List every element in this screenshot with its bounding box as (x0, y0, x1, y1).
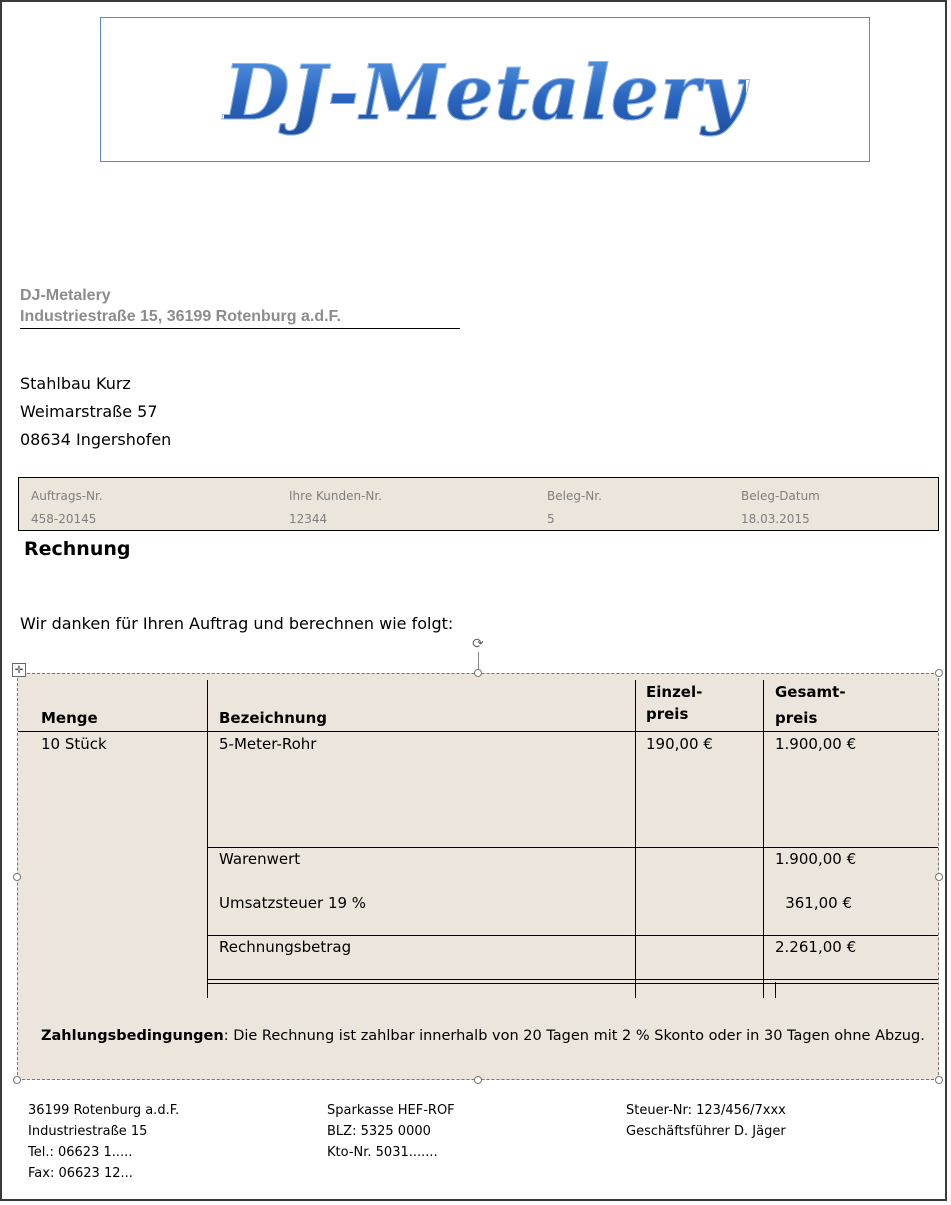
info-kunden-nr (289, 485, 382, 531)
warenwert-label: Warenwert (219, 850, 301, 868)
sender-name: DJ-Metalery (20, 287, 111, 304)
footer-line: Steuer-Nr: 123/456/7xxx (626, 1103, 786, 1118)
info-label: Beleg-Nr. (547, 489, 602, 503)
intro-text: Wir danken für Ihren Auftrag und berechnen wie folgt: (20, 614, 454, 633)
resize-handle-bottom-left[interactable] (13, 1076, 21, 1084)
info-box (18, 477, 939, 531)
row-rule (207, 847, 938, 848)
total-rule-bottom (207, 983, 938, 984)
document-title: Rechnung (24, 538, 131, 560)
footer-address (28, 1100, 179, 1184)
footer-line: Fax: 06623 12... (28, 1166, 133, 1181)
item-einzelpreis: 190,00 € (646, 735, 713, 753)
footer-line: BLZ: 5325 0000 (327, 1124, 431, 1139)
recipient-line-2: Weimarstraße 57 (20, 402, 158, 421)
sender-underline (20, 328, 460, 329)
sender-block (20, 285, 341, 327)
logo-textbox[interactable] (100, 17, 870, 162)
row-rule (207, 935, 938, 936)
logo-wordart: DJ-Metalery (223, 48, 747, 137)
footer-line: Geschäftsführer D. Jäger (626, 1124, 786, 1139)
info-beleg-nr (547, 485, 602, 531)
invoice-table-frame[interactable] (17, 673, 939, 1080)
text-cursor (775, 982, 776, 998)
footer-tax (626, 1100, 786, 1142)
resize-handle-top[interactable] (474, 669, 482, 677)
ust-label: Umsatzsteuer 19 % (219, 894, 367, 912)
footer-line: Sparkasse HEF-ROF (327, 1103, 455, 1118)
payment-terms-label: Zahlungsbedingungen (41, 1028, 224, 1044)
recipient-line-3: 08634 Ingershofen (20, 430, 172, 449)
header-einzelpreis-2: preis (646, 705, 689, 723)
resize-handle-bottom[interactable] (474, 1076, 482, 1084)
grid-line (207, 680, 208, 998)
item-gesamtpreis: 1.900,00 € (775, 735, 857, 753)
grid-line (635, 680, 636, 998)
recipient-line-1: Stahlbau Kurz (20, 374, 131, 393)
info-label: Auftrags-Nr. (31, 489, 103, 503)
ust-value: 361,00 € (785, 894, 852, 912)
rechnungsbetrag-label: Rechnungsbetrag (219, 938, 352, 956)
footer-line: 36199 Rotenburg a.d.F. (28, 1103, 180, 1118)
total-rule-top (207, 979, 938, 980)
footer-line: Tel.: 06623 1..... (28, 1145, 133, 1160)
info-value: 18.03.2015 (741, 512, 810, 526)
header-gesamtpreis-1: Gesamt- (775, 683, 846, 701)
footer-bank (327, 1100, 455, 1163)
info-auftrags-nr (31, 485, 103, 531)
rechnungsbetrag-value: 2.261,00 € (775, 938, 857, 956)
header-bezeichnung: Bezeichnung (219, 709, 327, 727)
footer-line: Kto-Nr. 5031....... (327, 1145, 438, 1160)
info-value: 5 (547, 512, 555, 526)
resize-handle-left[interactable] (13, 873, 21, 881)
rotate-icon[interactable]: ⟳ (472, 636, 484, 652)
resize-handle-right[interactable] (935, 873, 943, 881)
move-table-icon[interactable]: ✛ (12, 663, 26, 677)
info-value: 458-20145 (31, 512, 97, 526)
recipient-address (20, 370, 171, 454)
item-bezeichnung: 5-Meter-Rohr (219, 735, 317, 753)
info-label: Beleg-Datum (741, 489, 820, 503)
header-gesamtpreis-2: preis (775, 709, 818, 727)
warenwert-value: 1.900,00 € (775, 850, 857, 868)
item-menge: 10 Stück (41, 735, 107, 753)
info-value: 12344 (289, 512, 328, 526)
resize-handle-bottom-right[interactable] (935, 1076, 943, 1084)
info-beleg-datum (741, 485, 820, 531)
payment-terms-text: : Die Rechnung ist zahlbar innerhalb von 20 Tagen mit 2 % Skonto oder in 30 Tagen ohne Abzug. (223, 1028, 925, 1044)
resize-handle-top-right[interactable] (935, 669, 943, 677)
payment-terms (41, 1028, 925, 1044)
header-rule (18, 731, 938, 732)
grid-line (763, 680, 764, 998)
header-einzelpreis-1: Einzel- (646, 683, 703, 701)
info-label: Ihre Kunden-Nr. (289, 489, 383, 503)
footer-line: Industriestraße 15 (28, 1124, 148, 1139)
header-menge: Menge (41, 709, 98, 727)
sender-address: Industriestraße 15, 36199 Rotenburg a.d.F. (20, 308, 341, 325)
